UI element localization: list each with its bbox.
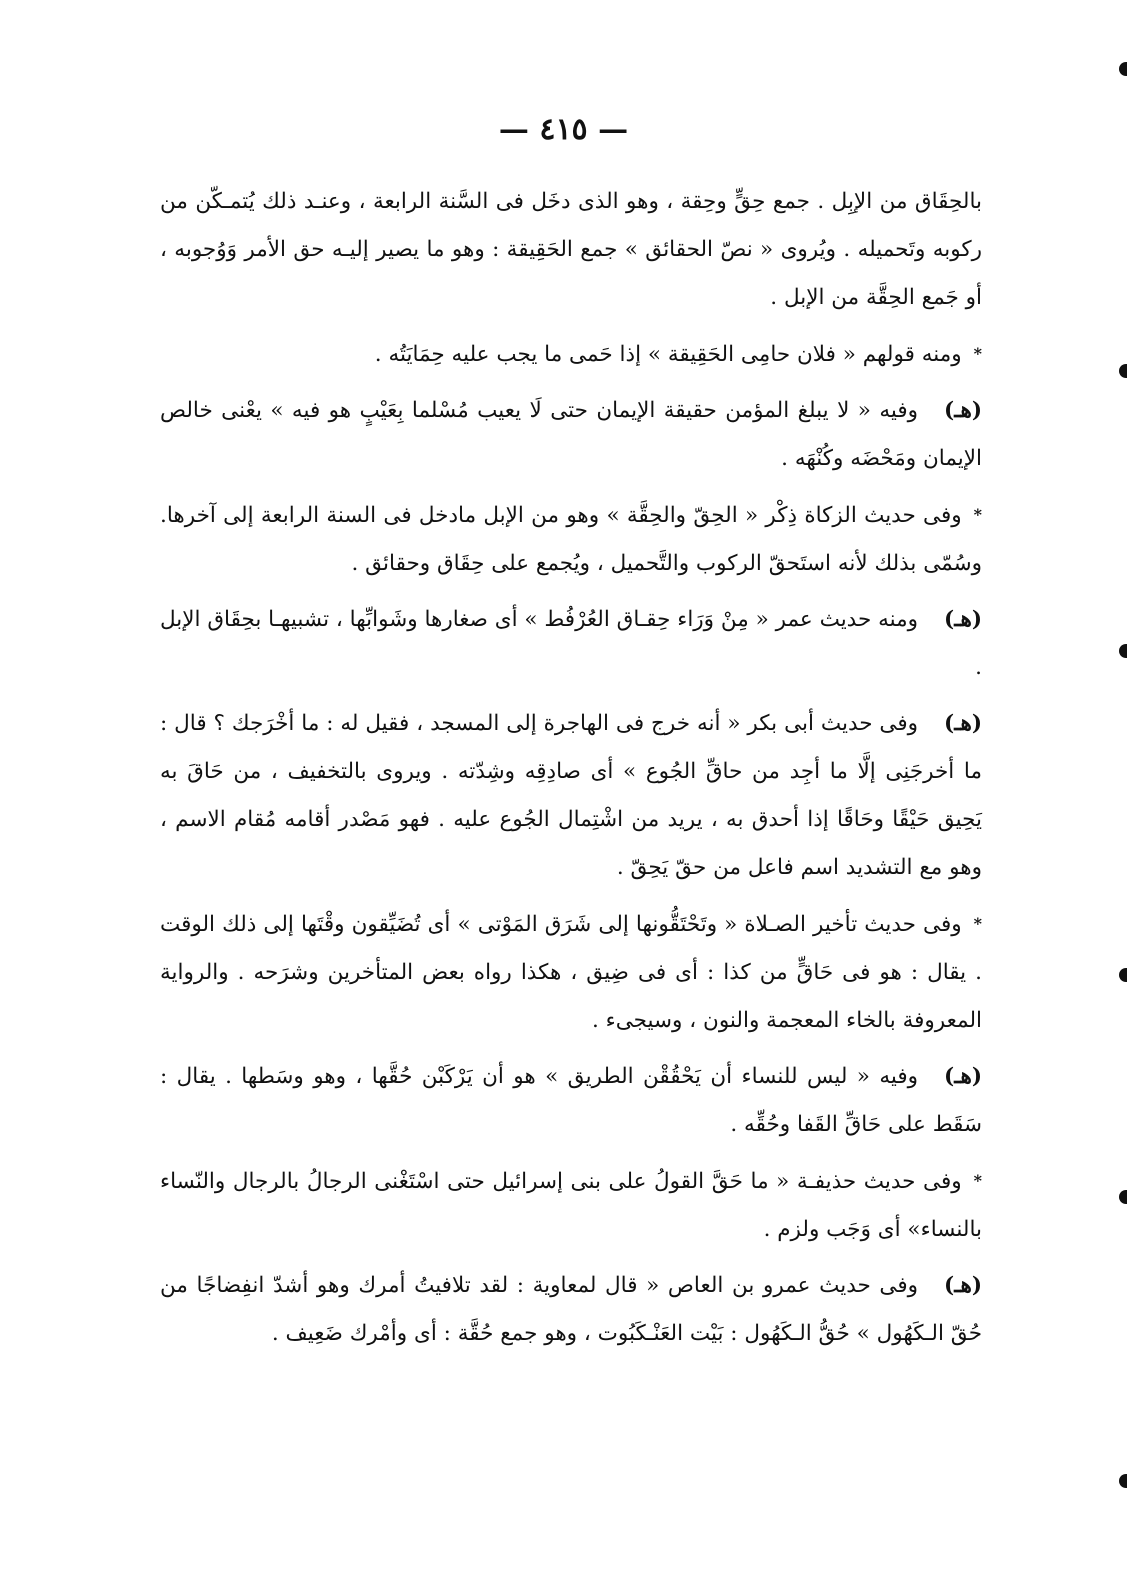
scan-edge-mark [1119, 364, 1127, 378]
paragraph-text: وفيه « لا يبلغ المؤمن حقيقة الإيمان حتى لَا يعيب مُسْلما بِعَيْبٍ هو فيه » يعْنى خالص الإيمان ومَحْضَه وكُنْهَه . [160, 398, 982, 471]
entry-marker: (هـ) [944, 1273, 982, 1298]
paragraph [160, 1053, 982, 1149]
entry-marker: * [973, 344, 982, 363]
paragraph [160, 330, 982, 379]
paragraph [160, 1157, 982, 1254]
entry-marker: (هـ) [944, 711, 982, 736]
scan-edge-mark [1119, 1474, 1127, 1488]
entry-marker: (هـ) [944, 1064, 982, 1089]
paragraph-text: بالحِقَاق من الإبِل . جمع حِقٍّ وحِقة ، وهو الذى دخَل فى السَّنة الرابعة ، وعنـد ذلك يُتمـكّن من ركوبه وتَحميله . ويُروى « نصّ الحقائق » جمع الحَقِيقة : وهو ما يصير إليـه حق الأمر وَوُجوبه ، أو جَمع الحِقَّة من الإبل . [160, 189, 982, 310]
entry-marker: * [973, 914, 982, 933]
paragraph-text: وفى حديث عمرو بن العاص « قال لمعاوية : لقد تلافيتُ أمرك وهو أشدّ انفِضاجًا من حُقّ الـكَهُول » حُقُّ الـكَهُول : بَيْت العَنْـكَبُوت ، وهو جمع حُقَّة : أى وأمْرك ضَعِيف . [160, 1273, 982, 1346]
scan-edge-mark [1119, 968, 1127, 982]
paragraph [160, 700, 982, 892]
entry-marker: (هـ) [944, 398, 982, 423]
entry-marker: * [973, 1171, 982, 1190]
paragraph-text: ومنه قولهم « فلان حامِى الحَقِيقة » إذا حَمى ما يجب عليه حِمَايَتُه . [374, 342, 962, 367]
paragraph-text: وفيه « ليس للنساء أن يَحْقُقْن الطريق » هو أن يَرْكَبْن حُقَّها ، وهو وسَطها . يقال : سَقَط على حَاقِّ القَفا وحُقِّه . [160, 1064, 982, 1137]
paragraph [160, 178, 982, 322]
entry-marker: * [973, 505, 982, 524]
entry-marker: (هـ) [944, 607, 982, 632]
paragraph [160, 596, 982, 692]
page-number: — ٤١٥ — [498, 112, 629, 147]
scan-edge-mark [1119, 62, 1127, 76]
paragraph [160, 1262, 982, 1358]
page-body [160, 178, 982, 1366]
paragraph [160, 900, 982, 1045]
paragraph-text: وفى حديث حذيفـة « ما حَقَّ القولُ على بنى إسرائيل حتى اسْتَغْنى الرجالُ بالرجال والنّساء بالنساء» أى وَجَب ولزم . [160, 1169, 982, 1242]
paragraph-text: وفى حديث تأخير الصـلاة « وتَحْتَقُّونها إلى شَرَق المَوْتى » أى تُضَيِّقون وقْتَها إلى ذلك الوقت . يقال : هو فى حَاقٍّ من كذا : أى فى ضِيق ، هكذا رواه بعض المتأخرين وشرَحه . والرواية المعروفة بالخاء المعجمة والنون ، وسيجىء . [160, 912, 982, 1033]
scan-edge-mark [1119, 644, 1127, 658]
paragraph-text: وفى حديث أبى بكر « أنه خرج فى الهاجرة إلى المسجد ، فقيل له : ما أخْرَجك ؟ قال : ما أخرجَنِى إلَّا ما أجِد من حاقِّ الجُوع » أى صادِقِه وشِدّته . ويروى بالتخفيف ، من حَاقَ به يَحِيق حَيْقًا وحَاقًا إذا أحدق به ، يريد من اشْتِمال الجُوع عليه . فهو مَصْدر أقامه مُقام الاسم ، وهو مع التشديد اسم فاعل من حقّ يَحِقّ . [160, 711, 982, 880]
scan-edge-mark [1119, 1190, 1127, 1204]
paragraph-text: وفى حديث الزكاة ذِكْر « الحِقّ والحِقَّة » وهو من الإبل مادخل فى السنة الرابعة إلى آخرها. وسُمّى بذلك لأنه استَحقّ الركوب والتَّحميل ، ويُجمع على حِقَاق وحقائق . [160, 503, 982, 576]
paragraph-text: ومنه حديث عمر « مِنْ وَرَاء حِقـاق العُرْفُط » أى صغارها وشَوابِّها ، تشبيهـا بحِقَاق الإبل . [160, 607, 982, 680]
paragraph [160, 491, 982, 588]
paragraph [160, 387, 982, 483]
